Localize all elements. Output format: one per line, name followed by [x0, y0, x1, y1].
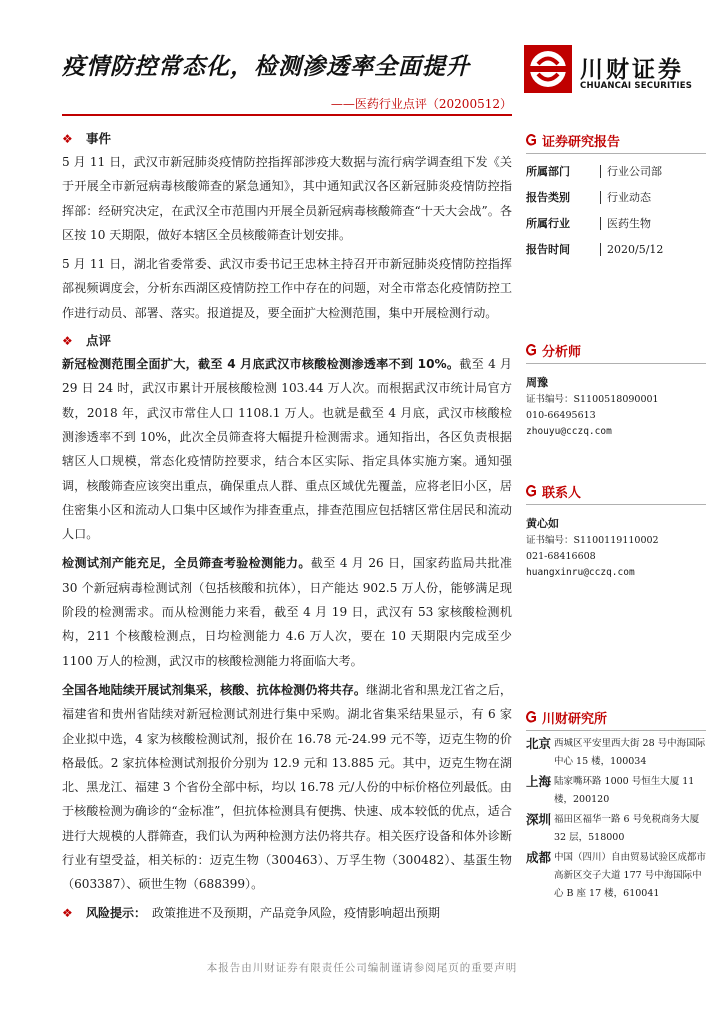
contact-email[interactable]: huangxinru@cczq.com: [526, 567, 635, 578]
comment-paragraph-2: 检测试剂产能充足，全员筛查考验检测能力。截至 4 月 26 日，国家药监局共批准 30 个新冠病毒检测试剂（包括核酸和抗体），日产能达 902.5 万人份，能够满足现阶段的检测需求。而从检测能力来看，截至 4 月 19 日，武汉有 53 家核酸检测机构，211 个核酸检测点，日均检测能力 4.6 万人次，要在 10 天期限内完成至少 1100 万人的检测，武汉市的核酸检测能力将面临大考。: [62, 556, 512, 668]
comment-heading: ❖ 点评: [62, 330, 512, 352]
contact-heading: 联系人: [526, 481, 706, 501]
comment-paragraph-3: 全国各地陆续开展试剂集采，核酸、抗体检测仍将共存。继湖北省和黑龙江省之后，福建省和贵州省陆续对新冠检测试剂进行集中采购。湖北省集采结果显示，有 6 家企业拟中选，4 家为核酸检测试剂，报价在 16.78 元-24.99 元不等，迈克生物的价格最低。2 家抗体检测试剂报价分别为 12.9 元和 13.885 元。其中，迈克生物在湖北、黑龙江、福建 3 个省份全部中标，均以 16.78 元/人份的中标价格位列最低。由于核酸检测为确诊的“金标准”，但抗体检测具有便携、快速、成本较低的优点，适合进行大规模的人群筛查，我们认为两种检测方法仍将共存。相关医疗设备和体外诊断行业有望受益，相关标的：迈克生物（300463）、万孚生物（300482）、基蛋生物（603387）、硕世生物（688399）。: [62, 682, 512, 892]
sidebar-divider: [526, 363, 706, 364]
diamond-bullet-icon: ❖: [62, 132, 73, 146]
title-divider: [62, 114, 512, 116]
analyst-email[interactable]: zhouyu@cczq.com: [526, 426, 612, 437]
institute-section: [526, 707, 706, 903]
report-info-section: [526, 130, 706, 262]
sidebar-divider: [526, 153, 706, 154]
contact-section: [526, 481, 706, 581]
office-chengdu: 成都 中国（四川）自由贸易试验区成都市高新区交子大道 177 号中海国际中心 B 座 17 楼，610041: [526, 850, 707, 899]
contact-phone: 021-68416608: [526, 551, 596, 562]
main-content: [62, 128, 512, 924]
analyst-name: 周豫: [526, 376, 548, 389]
info-row-report-date: 报告时间 2020/5/12: [526, 242, 664, 256]
analyst-heading: 分析师: [526, 340, 706, 360]
logo-english-name: CHUANCAI SECURITIES: [580, 81, 693, 91]
event-paragraph-2: 5 月 11 日，湖北省委常委、武汉市委书记王忠林主持召开市新冠肺炎疫情防控指挥部视频调度会，分析东西湖区疫情防控工作中存在的问题，对全市常态化疫情防控工作进行动员、部署、落实。报道提及，要全面扩大检测范围，集中开展检测行动。: [62, 257, 512, 320]
report-info-heading: 证券研究报告: [526, 130, 706, 150]
contact-card: [526, 515, 706, 581]
red-g-icon: [526, 485, 537, 497]
diamond-bullet-icon: ❖: [62, 334, 73, 349]
sidebar-divider: [526, 504, 706, 505]
red-g-icon: [526, 344, 537, 356]
company-logo: [524, 45, 704, 97]
institute-heading: 川财研究所: [526, 707, 706, 727]
comment-paragraph-1: 新冠检测范围全面扩大，截至 4 月底武汉市核酸检测渗透率不到 10%。截至 4 月 29 日 24 时，武汉市累计开展核酸检测 103.44 万人次。而根据武汉市统计局官方数，2018 年，武汉市常住人口 1108.1 万人。也就是截至 4 月底，武汉市核酸检测渗透率不到 10%，此次全员筛查将大幅提升检测需求。通知指出，各区负责根据辖区人口规模，常态化疫情防控要求，结合本区实际、指定具体实施方案。通知强调，核酸筛查应该突出重点，确保重点人群、重点区域优先覆盖，应将老旧小区，居住密集小区和流动人口集中区域作为排查重点，排查范围应包括辖区常住居民和流动人口。: [62, 357, 512, 542]
report-subtitle: ——医药行业点评（20200512）: [330, 97, 512, 111]
info-row-department: 所属部门 行业公司部: [526, 164, 662, 178]
info-row-industry: 所属行业 医药生物: [526, 216, 651, 230]
risk-text: 政策推进不及预期，产品竞争风险，疫情影响超出预期: [152, 905, 441, 920]
chuancai-logo-icon: [524, 45, 572, 93]
diamond-bullet-icon: ❖: [62, 905, 73, 920]
event-paragraph-1: 5 月 11 日，武汉市新冠肺炎疫情防控指挥部涉疫大数据与流行病学调查组下发《关于开展全市新冠病毒核酸筛查的紧急通知》，其中通知武汉各区新冠肺炎疫情防控指挥部：经研究决定，在武汉全市范围内开展全员新冠病毒核酸筛查“十天大会战”。各区按 10 天期限，做好本辖区全员核酸筛查计划安排。: [62, 155, 512, 242]
analyst-cert: 证书编号：S1100518090001: [526, 394, 659, 405]
office-shenzhen: 深圳 福田区福华一路 6 号免税商务大厦 32 层，518000: [526, 812, 700, 843]
info-row-report-type: 报告类别 行业动态: [526, 190, 651, 204]
office-shanghai: 上海 陆家嘴环路 1000 号恒生大厦 11 楼，200120: [526, 774, 695, 805]
office-beijing: 北京 西城区平安里西大街 28 号中海国际中心 15 楼，100034: [526, 736, 706, 767]
analyst-card: [526, 374, 706, 440]
analyst-section: [526, 340, 706, 440]
contact-cert: 证书编号：S1100119110002: [526, 535, 659, 546]
red-g-icon: [526, 134, 537, 146]
logo-chinese-name: 川财证券: [580, 57, 684, 83]
footer-disclaimer: 本报告由川财证券有限责任公司编制谨请参阅尾页的重要声明: [206, 962, 518, 974]
risk-label: 风险提示：: [86, 905, 147, 920]
analyst-phone: 010-66495613: [526, 410, 596, 421]
report-title: 疫情防控常态化，检测渗透率全面提升: [62, 54, 470, 80]
red-g-icon: [526, 711, 537, 723]
contact-name: 黄心如: [526, 517, 559, 530]
risk-warning: [62, 902, 512, 924]
sidebar-divider: [526, 730, 706, 731]
event-heading: ❖ 事件: [62, 128, 512, 150]
